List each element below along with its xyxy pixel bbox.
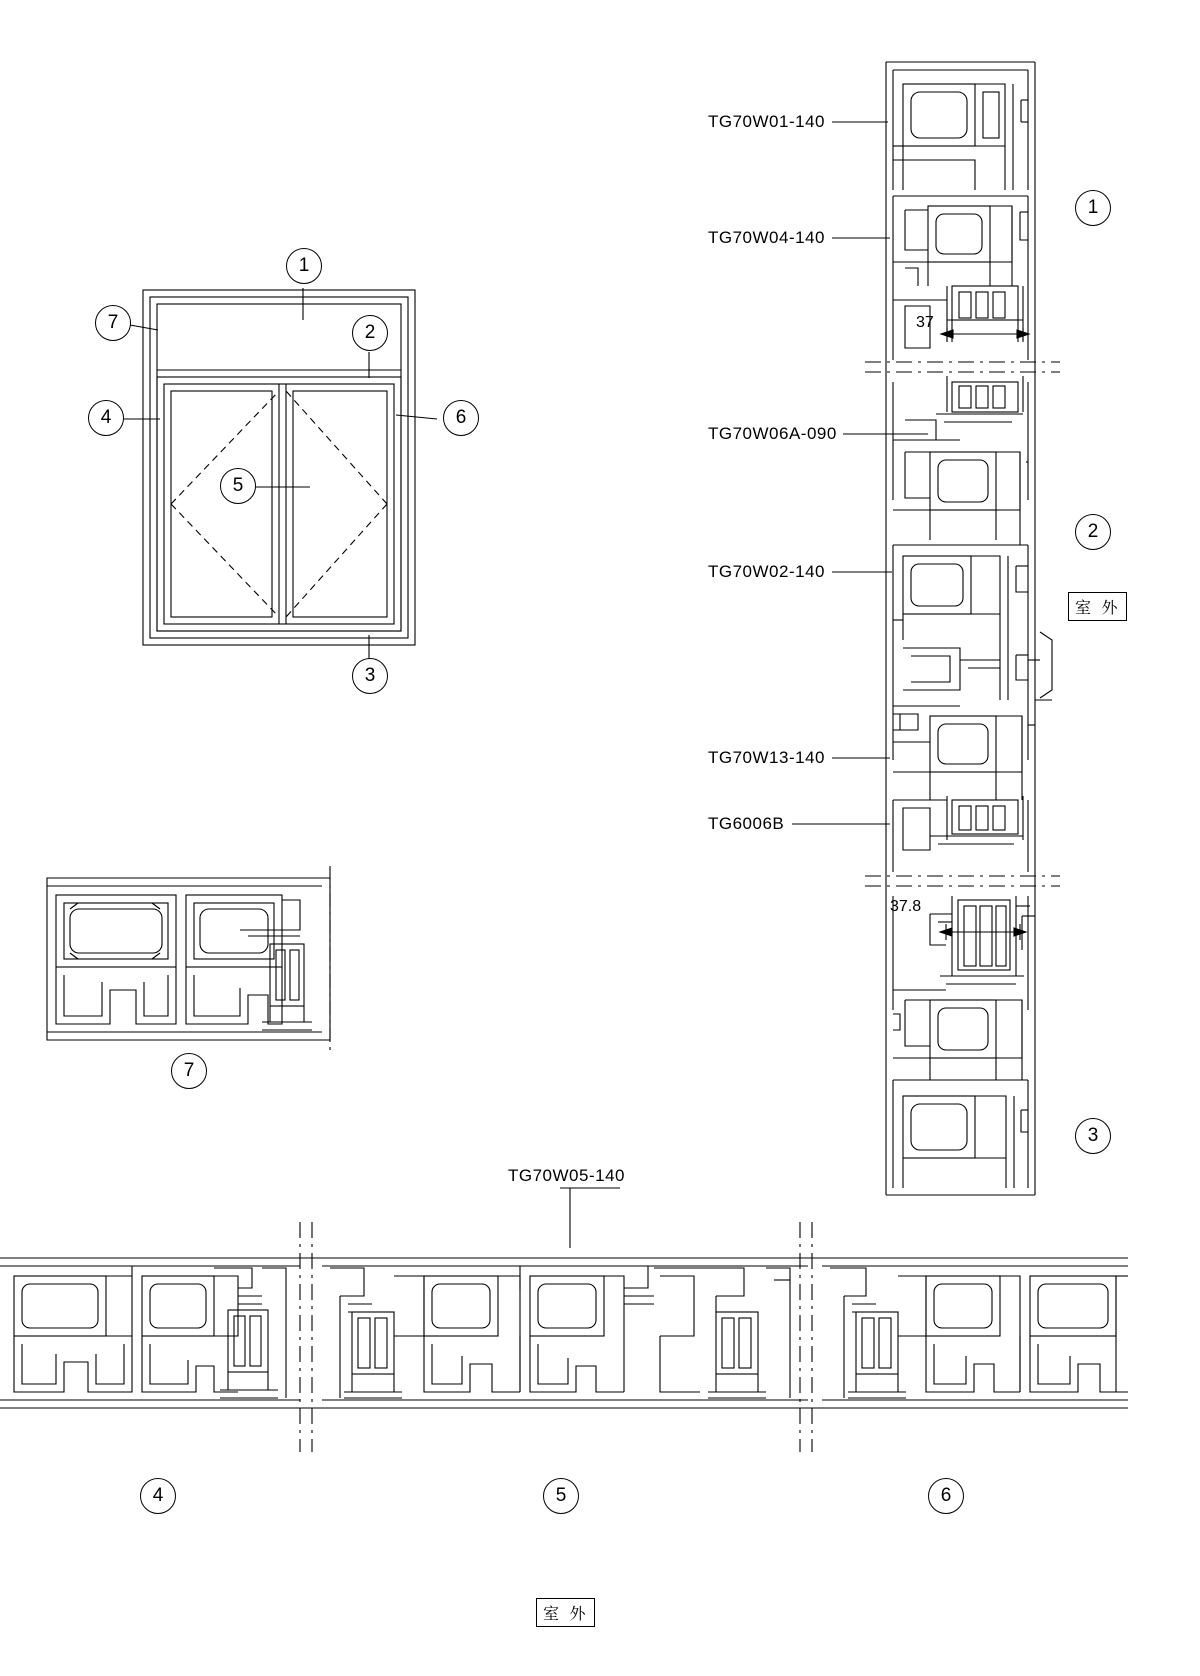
callout-bubble-1-elevation[interactable]: 1 bbox=[286, 248, 322, 284]
dimension-label-37-8: 37.8 bbox=[890, 898, 922, 915]
callout-bubble-3-elevation[interactable]: 3 bbox=[352, 658, 388, 694]
dimension-label-37: 37 bbox=[916, 314, 934, 331]
outdoor-note-right: 室 外 bbox=[1068, 592, 1127, 621]
dimension-37 bbox=[941, 328, 1029, 342]
vertical-section-profiles bbox=[865, 62, 1060, 1195]
horizontal-section-profiles bbox=[0, 1222, 1128, 1452]
callout-bubble-2-section[interactable]: 2 bbox=[1075, 514, 1111, 550]
part-label-tg70w04-140: TG70W04-140 bbox=[708, 228, 825, 247]
part-label-tg70w06a-090: TG70W06A-090 bbox=[708, 424, 837, 443]
part-label-tg70w05-140: TG70W05-140 bbox=[508, 1166, 625, 1185]
callout-bubble-7-elevation[interactable]: 7 bbox=[95, 305, 131, 341]
callout-bubble-5-elevation[interactable]: 5 bbox=[220, 468, 256, 504]
detail-7-section bbox=[47, 866, 330, 1050]
outdoor-note-bottom: 室 外 bbox=[536, 1598, 595, 1627]
callout-bubble-3-section[interactable]: 3 bbox=[1075, 1118, 1111, 1154]
callout-bubble-1-section[interactable]: 1 bbox=[1075, 190, 1111, 226]
callout-bubble-5-plan[interactable]: 5 bbox=[543, 1478, 579, 1514]
callout-bubble-7-detail[interactable]: 7 bbox=[171, 1053, 207, 1089]
part-label-tg70w01-140: TG70W01-140 bbox=[708, 112, 825, 131]
callout-bubble-4-elevation[interactable]: 4 bbox=[88, 400, 124, 436]
horizontal-leader bbox=[560, 1188, 620, 1248]
part-label-tg70w02-140: TG70W02-140 bbox=[708, 562, 825, 581]
callout-bubble-4-plan[interactable]: 4 bbox=[140, 1478, 176, 1514]
part-label-tg70w13-140: TG70W13-140 bbox=[708, 748, 825, 767]
callout-bubble-6-elevation[interactable]: 6 bbox=[443, 400, 479, 436]
callout-bubble-2-elevation[interactable]: 2 bbox=[352, 315, 388, 351]
dimension-37-8 bbox=[940, 924, 1026, 940]
glazing-unit-mid-top bbox=[947, 376, 1023, 412]
part-label-tg6006b: TG6006B bbox=[708, 814, 785, 833]
glazing-unit-mid-bottom bbox=[930, 796, 1023, 844]
glazing-unit-bottom bbox=[952, 896, 1016, 976]
callout-bubble-6-plan[interactable]: 6 bbox=[928, 1478, 964, 1514]
